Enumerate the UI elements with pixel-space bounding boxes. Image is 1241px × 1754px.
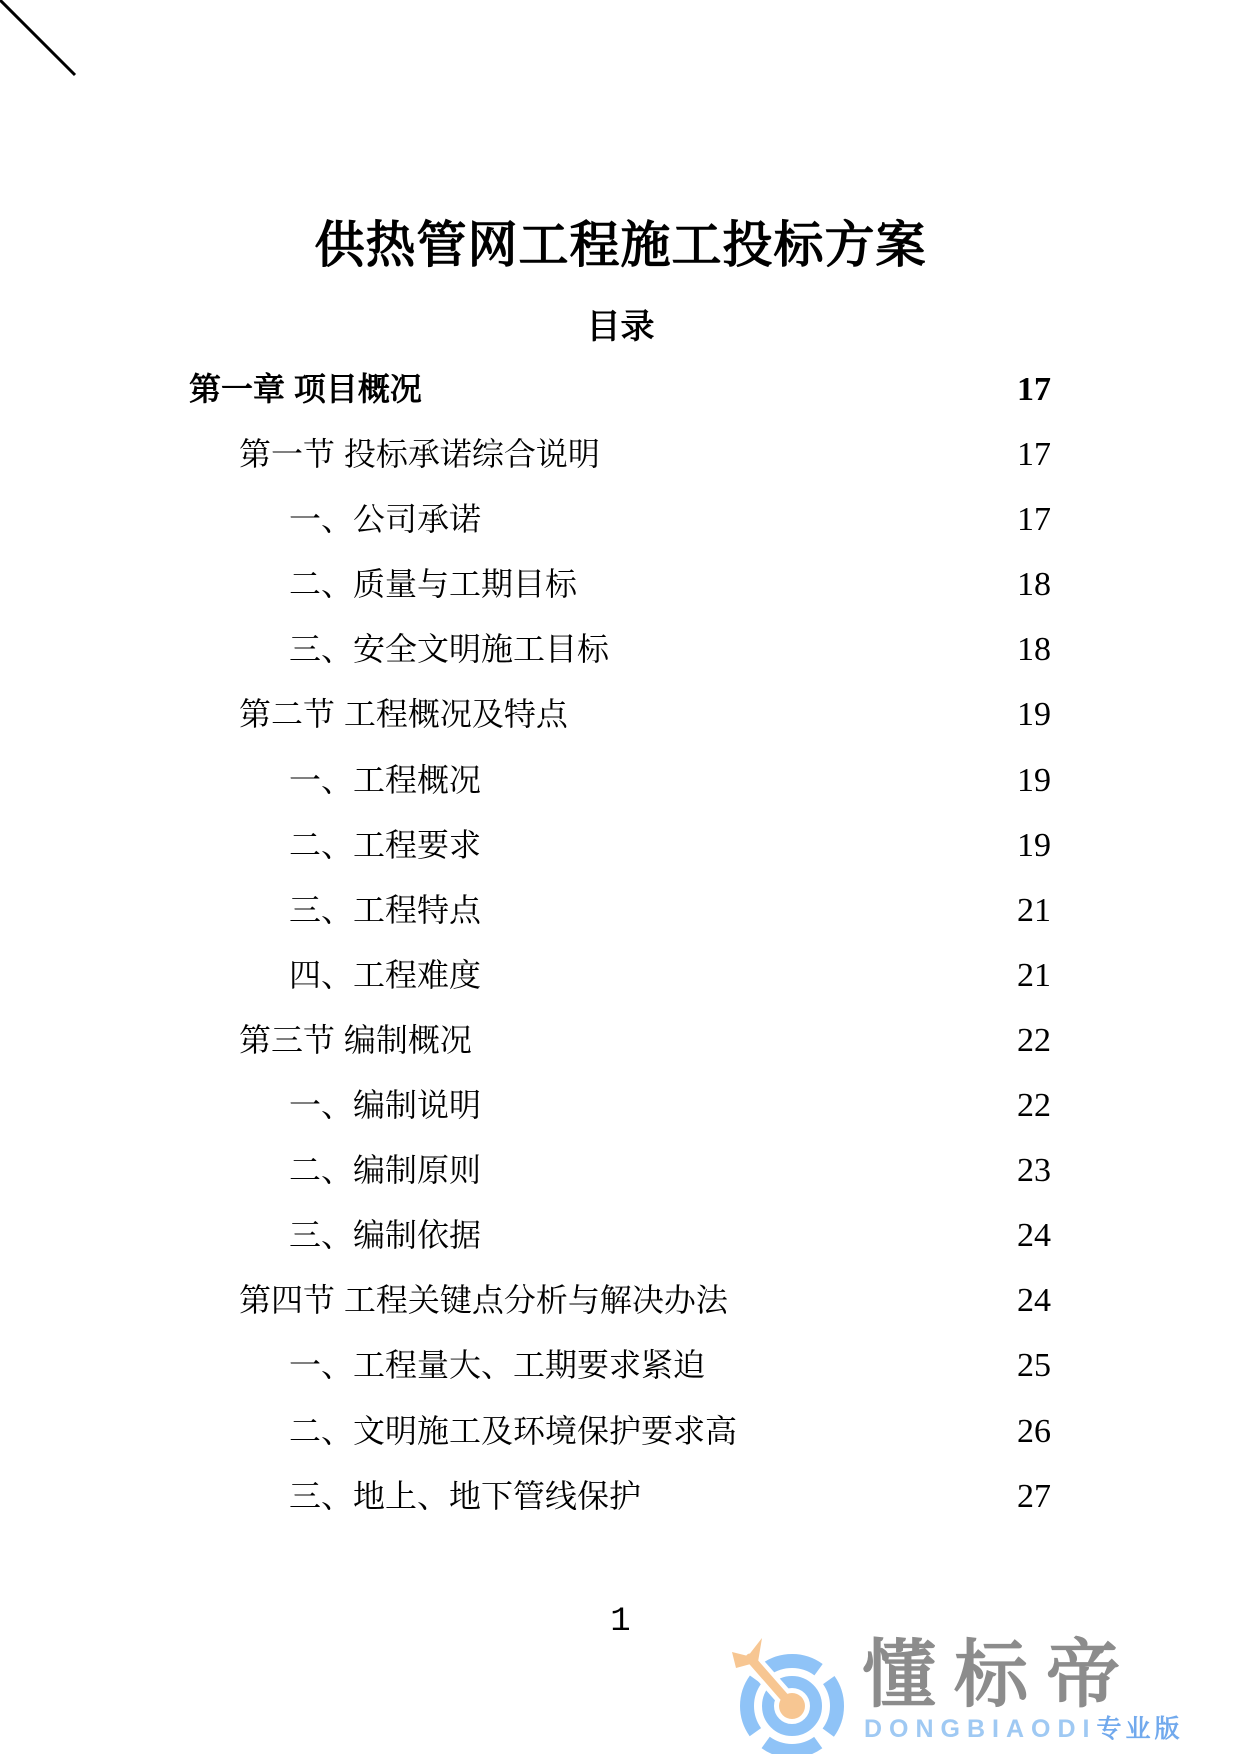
toc-entry-page-number: 22 — [1017, 1087, 1051, 1125]
toc-entry-page-number: 17 — [1017, 501, 1051, 539]
toc-entry-page-number: 18 — [1017, 631, 1051, 669]
toc-entry-page-number: 19 — [1017, 826, 1051, 864]
toc-entry-label: 二、工程要求 — [289, 826, 482, 863]
toc-entry-row[interactable] — [189, 1268, 1051, 1333]
toc-entry-page-number: 24 — [1017, 1282, 1051, 1320]
toc-entry-label: 四、工程难度 — [289, 956, 482, 993]
toc-entry-page-number: 24 — [1017, 1217, 1051, 1255]
toc-entry-row[interactable] — [189, 943, 1051, 1008]
target-arrow-logo-icon — [728, 1634, 850, 1754]
toc-entry-page-number: 26 — [1017, 1412, 1051, 1450]
toc-entry-row[interactable] — [189, 1138, 1051, 1203]
toc-entry-label: 三、工程特点 — [289, 891, 482, 928]
toc-entry-label: 第四节 工程关键点分析与解决办法 — [239, 1282, 728, 1319]
toc-entry-row[interactable] — [189, 1073, 1051, 1138]
toc-entry-row[interactable] — [189, 617, 1051, 682]
toc-entry-label: 一、工程量大、工期要求紧迫 — [289, 1347, 706, 1384]
toc-entry-label: 一、编制说明 — [289, 1087, 482, 1124]
toc-entry-page-number: 23 — [1017, 1152, 1051, 1190]
footer-page-number: 1 — [610, 1603, 631, 1641]
toc-entry-row[interactable] — [189, 1399, 1051, 1464]
toc-entry-label: 二、文明施工及环境保护要求高 — [289, 1412, 738, 1449]
toc-entry-row[interactable] — [189, 552, 1051, 617]
watermark-edition-label: 专业版 — [1096, 1715, 1184, 1743]
corner-diagonal-line — [0, 0, 90, 90]
toc-entry-label: 三、安全文明施工目标 — [289, 631, 610, 668]
toc-entry-page-number: 22 — [1017, 1021, 1051, 1059]
toc-entry-row[interactable] — [189, 682, 1051, 747]
toc-entry-page-number: 19 — [1017, 696, 1051, 734]
toc-entry-row[interactable] — [189, 357, 1051, 422]
toc-entry-row[interactable] — [189, 422, 1051, 487]
toc-list — [189, 357, 1051, 1529]
toc-entry-page-number: 27 — [1017, 1477, 1051, 1515]
toc-entry-label: 第三节 编制概况 — [239, 1021, 472, 1058]
watermark-text — [862, 1633, 1241, 1743]
toc-entry-row[interactable] — [189, 487, 1051, 552]
toc-entry-label: 第一节 投标承诺综合说明 — [239, 436, 600, 473]
toc-entry-label: 三、编制依据 — [289, 1217, 482, 1254]
toc-entry-page-number: 17 — [1017, 436, 1051, 474]
watermark-brand-name: 懂标帝 — [862, 1633, 1138, 1716]
toc-entry-label: 二、编制原则 — [289, 1152, 482, 1189]
toc-entry-row[interactable] — [189, 1333, 1051, 1398]
toc-heading: 目录 — [586, 308, 655, 346]
toc-entry-row[interactable] — [189, 813, 1051, 878]
toc-entry-row[interactable] — [189, 878, 1051, 943]
toc-entry-page-number: 21 — [1017, 891, 1051, 929]
toc-entry-label: 一、公司承诺 — [289, 501, 482, 538]
toc-entry-row[interactable] — [189, 1203, 1051, 1268]
toc-entry-page-number: 21 — [1017, 956, 1051, 994]
watermark — [722, 1630, 1241, 1754]
toc-entry-page-number: 19 — [1017, 761, 1051, 799]
toc-entry-page-number: 17 — [1017, 371, 1051, 408]
toc-entry-page-number: 25 — [1017, 1347, 1051, 1385]
watermark-brand-latin: DONGBIAODI — [864, 1715, 1097, 1743]
toc-entry-row[interactable] — [189, 1008, 1051, 1073]
toc-entry-label: 第一章 项目概况 — [189, 371, 422, 407]
toc-entry-row[interactable] — [189, 1464, 1051, 1529]
watermark-subtitle — [864, 1716, 1241, 1742]
document-title: 供热管网工程施工投标方案 — [314, 217, 927, 273]
toc-entry-label: 第二节 工程概况及特点 — [239, 696, 568, 733]
toc-entry-label: 二、质量与工期目标 — [289, 566, 578, 603]
toc-entry-label: 三、地上、地下管线保护 — [289, 1477, 642, 1514]
toc-entry-row[interactable] — [189, 748, 1051, 813]
toc-entry-label: 一、工程概况 — [289, 761, 482, 798]
toc-entry-page-number: 18 — [1017, 566, 1051, 604]
